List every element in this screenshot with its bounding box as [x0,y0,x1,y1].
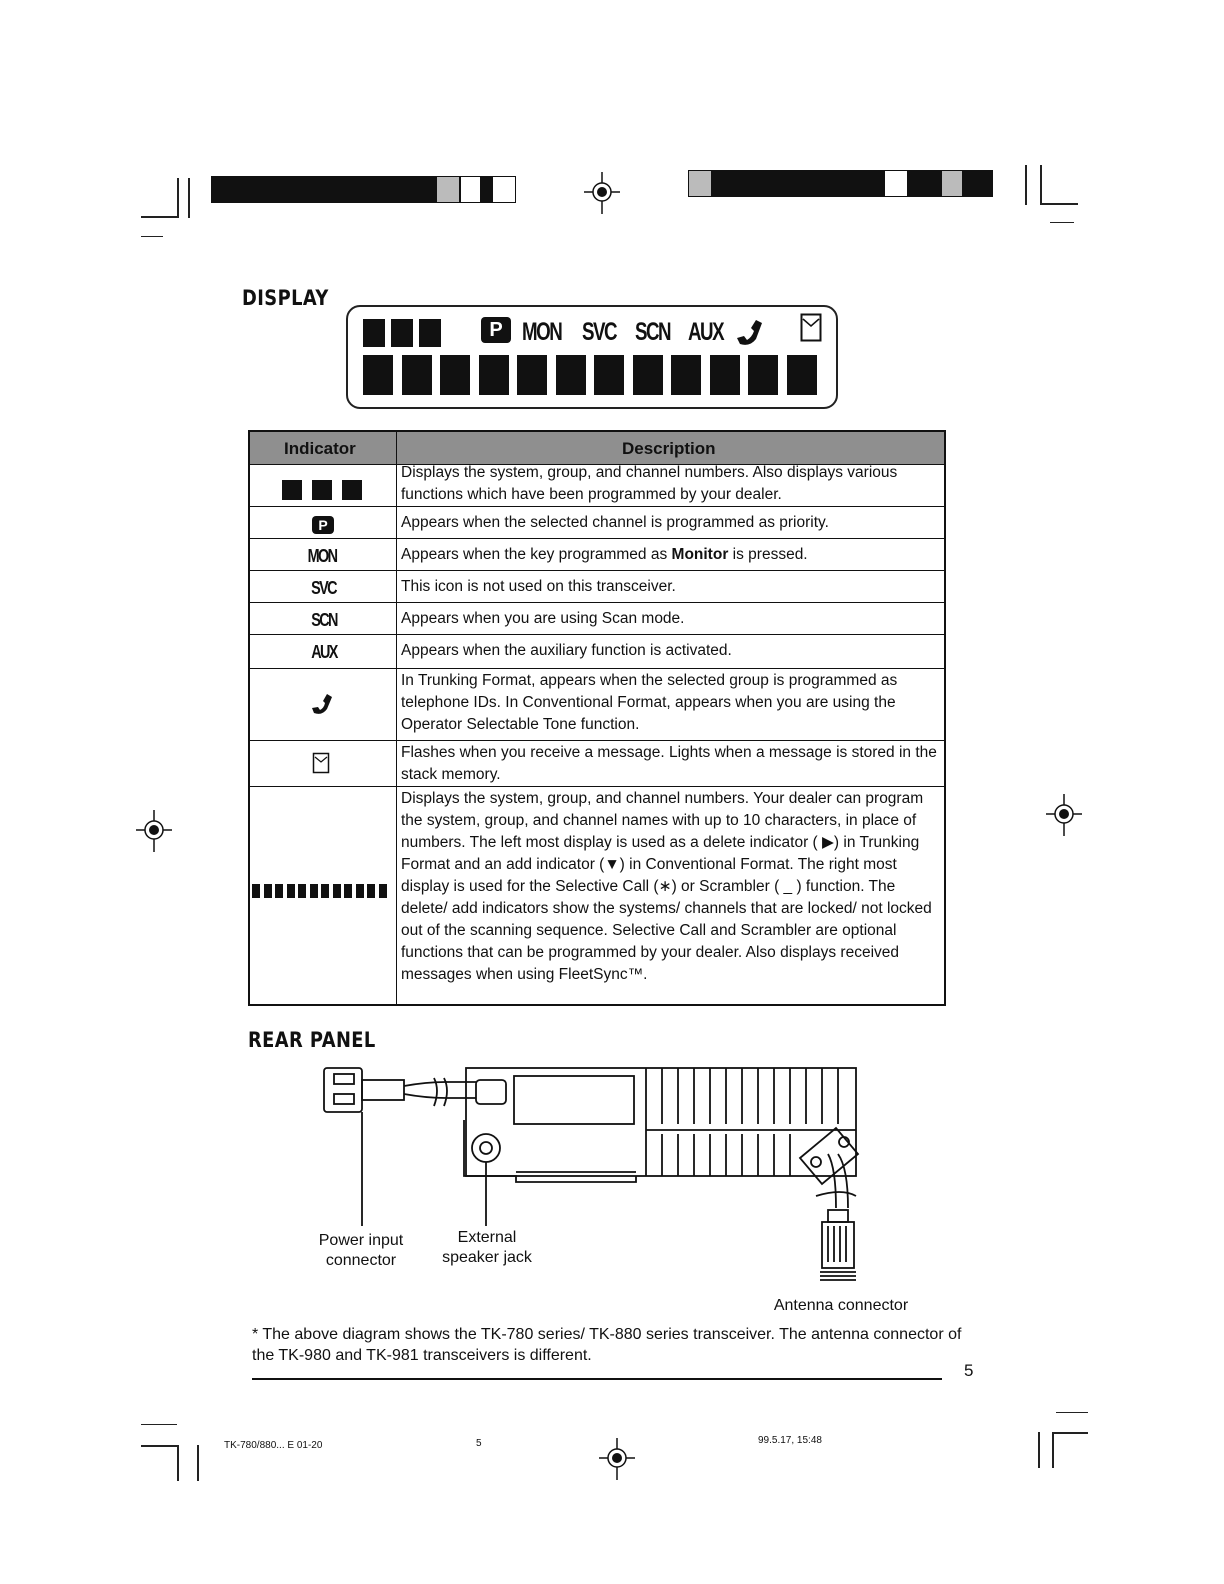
lcd-segment-block [419,319,441,347]
character-block [367,884,375,898]
power-input-label: Power input connector [318,1232,404,1269]
message-icon [800,313,822,343]
lcd-segment-block [363,319,385,347]
table-header [250,432,944,465]
lcd-character-block [671,355,701,395]
character-block [275,884,283,898]
character-block [379,884,387,898]
twelve-blocks-icon [252,884,392,898]
lcd-character-block [556,355,586,395]
antenna-connector-label: Antenna connector [773,1297,909,1314]
crop-mark [141,236,163,237]
lcd-character-block [517,355,547,395]
lcd-character-block [402,355,432,395]
lcd-character-block [710,355,740,395]
row-description: This icon is not used on this transceiver. [401,578,676,595]
mon-icon: MON [307,546,337,566]
crop-mark [188,178,190,218]
lcd-character-block [748,355,778,395]
row-description: Appears when the selected channel is programmed as priority. [401,514,829,531]
crop-mark [1052,1432,1088,1434]
lcd-segment-block [391,319,413,347]
svc-icon: SVC [311,578,336,598]
registration-mark-icon [134,808,174,854]
row-description: Appears when the key programmed as Monitor is pressed. [401,546,808,563]
crop-mark [1056,1412,1088,1413]
three-blocks-icon [282,480,368,500]
crop-mark [1038,1432,1040,1468]
row-description: Appears when the auxiliary function is activated. [401,642,732,659]
divider [252,1378,942,1380]
row-description: Appears when you are using Scan mode. [401,610,685,627]
crop-mark [141,216,178,218]
antenna-connector-icon [822,1222,854,1268]
crop-mark [177,178,179,218]
lcd-character-block [440,355,470,395]
lcd-character-block [363,355,393,395]
diagram-note: * The above diagram shows the TK-780 series/ TK-880 series transceiver. The antenna connector of the TK-980 and TK-981 transceivers is different. [252,1326,962,1364]
rear-panel-heading: REAR PANEL [248,1028,376,1052]
lcd-character-block [633,355,663,395]
crop-mark [1052,1432,1054,1468]
lcd-character-block [479,355,509,395]
character-block [287,884,295,898]
crop-mark [1040,165,1042,205]
header-description: Description [622,439,716,458]
row-description: Displays the system, group, and channel numbers. Also displays various functions which have been programmed by your dealer. [401,464,898,503]
crop-mark [197,1445,199,1481]
telephone-icon [310,692,334,716]
crop-mark [177,1445,179,1481]
character-block [264,884,272,898]
registration-mark-icon [597,1436,637,1482]
aux-icon: AUX [311,642,337,662]
lcd-display-diagram [346,305,838,409]
scn-icon: SCN [311,610,337,630]
crop-mark [1025,165,1027,205]
character-block [321,884,329,898]
telephone-icon [734,317,764,347]
character-block [252,884,260,898]
indicator-table [248,430,946,1006]
message-icon [312,752,330,774]
lcd-label-mon: MON [522,318,562,346]
display-heading: DISPLAY [242,286,329,310]
footer-left: TK-780/880... E 01-20 [224,1440,323,1451]
lcd-character-block [787,355,817,395]
row-description: Displays the system, group, and channel numbers. Your dealer can program the system, group, and channel names with up to 10 characters, in place of numbers. The left most display is used as a delete indicator ( ▶) in Trunking Format and an add indicator (▼) in Conventional Format. The right most display is used for the Selective Call (∗) or Scrambler ( _ ) function. The delete/ add indicators show the systems/ channels that are locked/ not locked out of the scanning sequence. Selective Call and Scrambler are optional functions that can be programmed by your dealer. Also displays received messages when using FleetSync™. [401,790,932,983]
lcd-character-block [594,355,624,395]
header-indicator: Indicator [284,439,356,458]
row-description: Flashes when you receive a message. Lights when a message is stored in the stack memory. [401,744,937,783]
row-description: In Trunking Format, appears when the selected group is programmed as telephone IDs. In Conventional Format, appears when you are using the Operator Selectable Tone function. [401,672,898,733]
lcd-label-scn: SCN [635,318,671,346]
priority-icon: P [481,317,511,343]
speaker-jack-label: External speaker jack [442,1229,532,1266]
character-block [298,884,306,898]
footer-right: 99.5.17, 15:48 [758,1435,822,1446]
page-number: 5 [964,1361,974,1380]
registration-mark-icon [582,170,622,216]
registration-mark-icon [1044,792,1084,838]
speaker-jack-icon [472,1134,500,1162]
crop-mark [141,1445,177,1447]
crop-mark [1040,203,1078,205]
footer-center: 5 [476,1438,482,1449]
crop-mark [1050,222,1074,223]
character-block [333,884,341,898]
lcd-label-aux: AUX [688,318,724,346]
priority-icon: P [312,516,334,534]
character-block [310,884,318,898]
character-block [356,884,364,898]
crop-mark [141,1424,177,1425]
character-block [344,884,352,898]
lcd-label-svc: SVC [582,318,617,346]
